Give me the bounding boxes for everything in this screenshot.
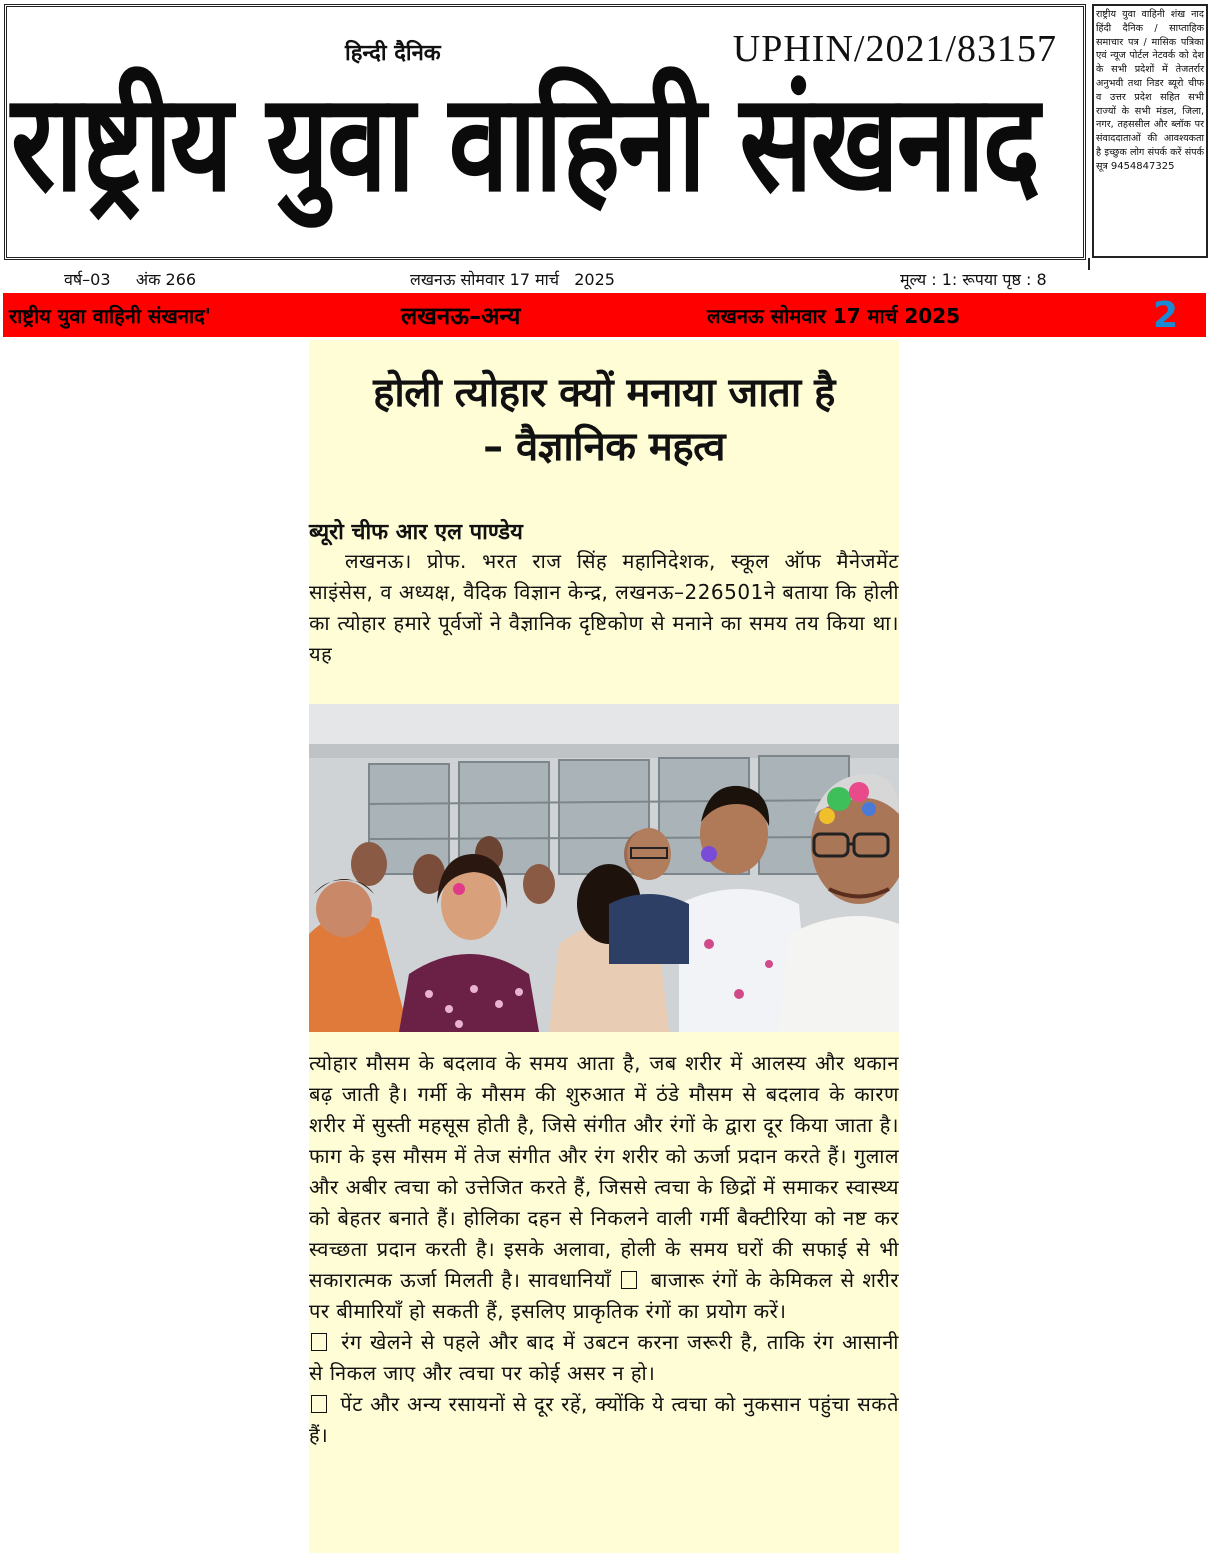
article-headline [309, 366, 899, 474]
side-advertisement [1092, 4, 1208, 258]
daily-label: हिन्दी दैनिक [345, 41, 441, 66]
bullet-box-icon [621, 1271, 637, 1289]
band-section-title: लखनऊ–अन्य [401, 302, 521, 330]
masthead [4, 4, 1086, 260]
issue-price: मूल्य : 1: रूपया पृष्ठ : 8 [900, 270, 1047, 289]
band-paper-name: राष्ट्रीय युवा वाहिनी संखनाद' [9, 304, 211, 328]
issue-volume: वर्ष–03 अंक 266 [64, 270, 197, 289]
issue-date: लखनऊ सोमवार 17 मार्च 2025 [410, 270, 615, 289]
bullet-2-text: पेंट और अन्य रसायनों से दूर रहें, क्योंकि ये त्वचा को नुकसान पहुंचा सकते हैं। [309, 1392, 899, 1447]
article-photo [309, 704, 899, 1032]
divider [1088, 258, 1090, 270]
paragraph-1-text: लखनऊ। प्रोफ. भरत राज सिंह महानिदेशक, स्कूल ऑफ मैनेजमेंट साइंसेस, व अध्यक्ष, वैदिक विज्ञान केन्द्र, लखनऊ–226501ने बताया कि होली का त्योहार हमारे पूर्वजों ने वैज्ञानिक दृष्टिकोण से मनाने का समय तय किया था। यह [309, 549, 899, 666]
holi-celebration-photo [309, 704, 899, 1032]
bullet-box-icon [311, 1395, 327, 1413]
newspaper-title: राष्ट्रीय युवा वाहिनी संखनाद [11, 65, 1039, 222]
article [309, 340, 899, 1553]
article-byline: ब्यूरो चीफ आर एल पाण्डेय [309, 520, 523, 545]
side-ad-text: राष्ट्रीय युवा वाहिनी शंख नाद हिंदी दैनिक / साप्ताहिक समाचार पत्र / मासिक पत्रिका एवं न्यूज पोर्टल नेटवर्क को देश के सभी प्रदेशों में तेजतर्रार अनुभवी तथा निडर ब्यूरो चीफ व उत्तर प्रदेश सहित सभी राज्यों के सभी मंडल, जिला, नगर, तहससील और ब्लॉक पर संवाददाताओं की आवश्यकता है इच्छुक लोग संपर्क करें संपर्क सूत्र [1096, 9, 1204, 172]
paragraph-2-text: त्योहार मौसम के बदलाव के समय आता है, जब शरीर में आलस्य और थकान बढ़ जाती है। गर्मी के मौसम की शुरुआत में ठंडे मौसम से बदलाव के कारण शरीर में सुस्ती महसूस होती है, जिसे संगीत और रंगों के द्वारा दूर किया जाता है। फाग के इस मौसम में तेज संगीत और रंग शरीर को ऊर्जा प्रदान करते हैं। गुलाल और अबीर त्वचा को उत्तेजित करते हैं, जिससे त्वचा के छिद्रों में समाकर स्वास्थ्य को बेहतर बनाते हैं। होलिका दहन से निकलने वाली गर्मी बैक्टीरिया को नष्ट कर स्वच्छता प्रदान करती है। इसके अलावा, होली के समय घरों की सफाई से भी सकारात्मक ऊर्जा मिलती है। सावधानियाँ [309, 1051, 899, 1292]
headline-line-2: – वैज्ञानिक महत्व [483, 424, 725, 470]
headline-line-1: होली त्योहार क्यों मनाया जाता है [373, 370, 835, 416]
paragraph-2-text-continued: बाजारू रंगों के केमिकल से शरीर पर बीमारियाँ हो सकती हैं, इसलिए प्राकृतिक रंगों का प्रयोग करें। [309, 1268, 900, 1323]
article-paragraph-2 [309, 1048, 899, 1451]
bullet-box-icon [311, 1333, 327, 1351]
side-ad-phone: 9454847325 [1110, 160, 1175, 172]
bullet-1-text: रंग खेलने से पहले और बाद में उबटन करना जरूरी है, ताकि रंग आसानी से निकल जाए और त्वचा पर कोई असर न हो। [309, 1330, 899, 1385]
article-paragraph-1 [309, 546, 899, 670]
registration-number: UPHIN/2021/83157 [732, 28, 1057, 70]
page-number: 2 [1153, 295, 1179, 336]
section-band [3, 293, 1206, 337]
band-date: लखनऊ सोमवार 17 मार्च 2025 [707, 304, 961, 328]
